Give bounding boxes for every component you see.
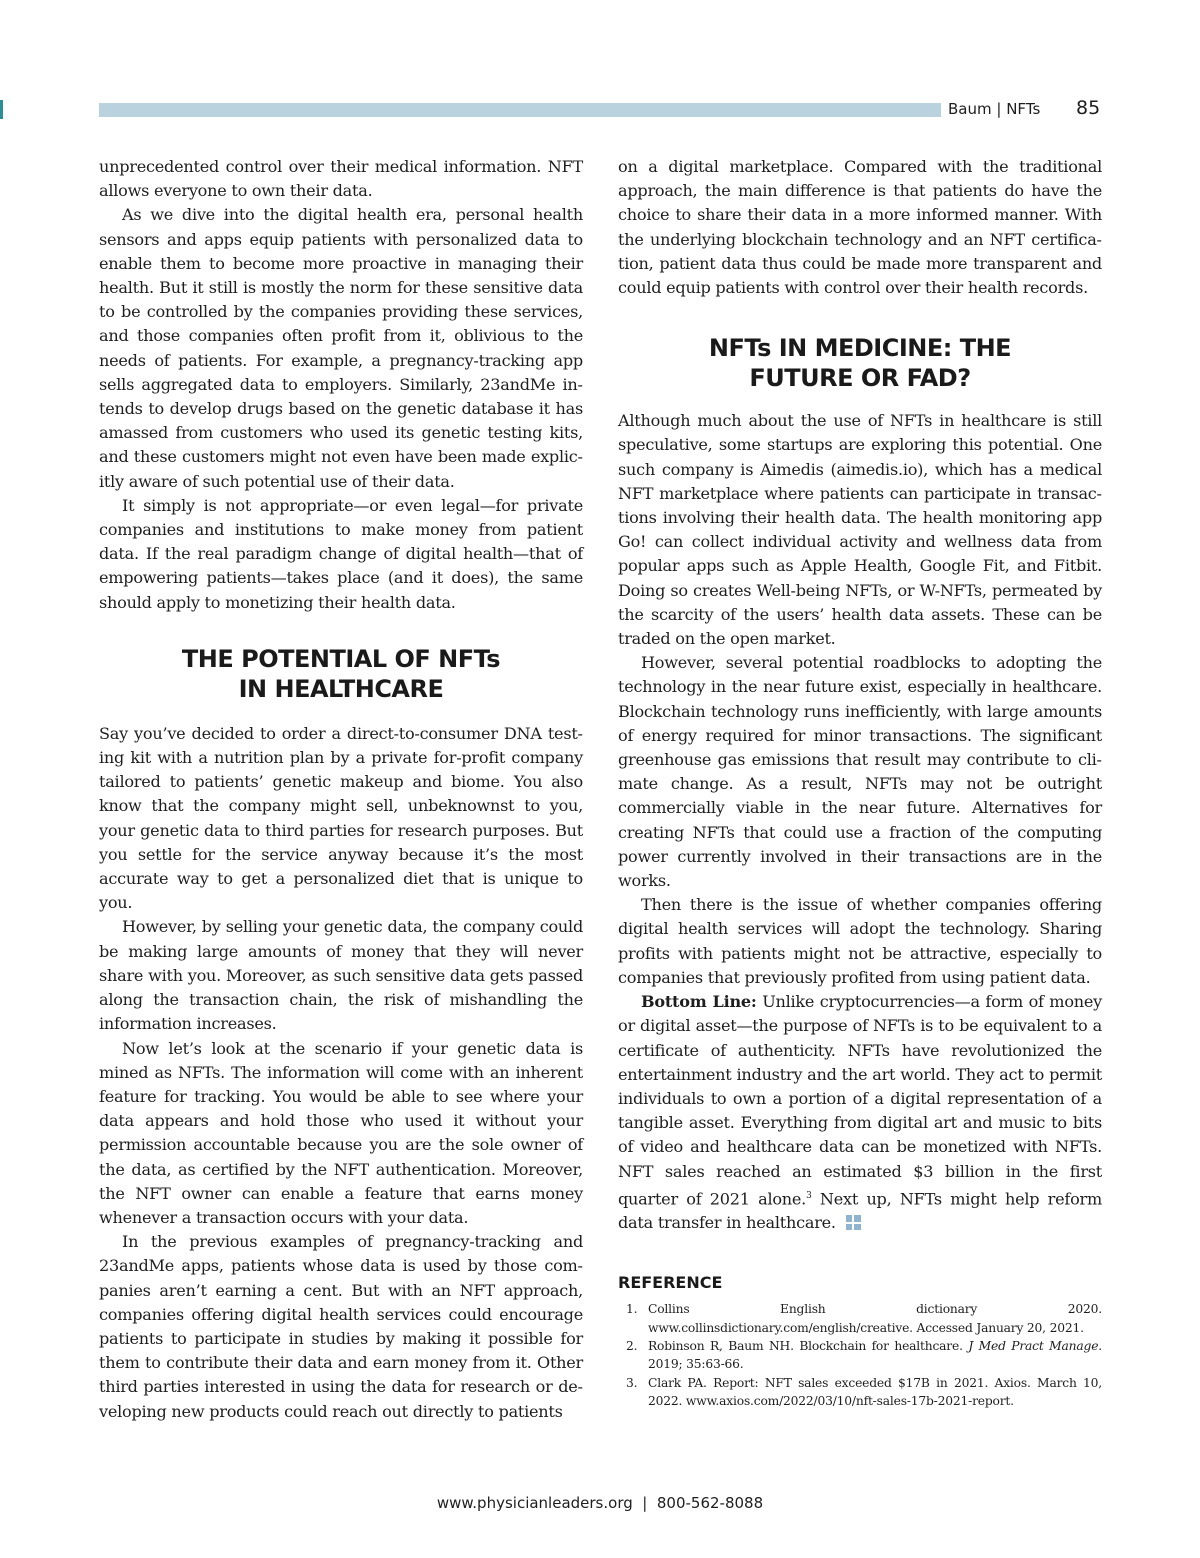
bottom-line-text: Unlike cryptocurrencies—a form of money or digital asset—the purpose of NFTs is to be equivalent to a certificate of authenticity. NFTs have revolutionized the entertainment industry and the art world. They act to permit individuals to own a portion of a digital representation of a tangible asset. Everything from digital art and music to bits of video and healthcare data can be monetized with NFTs. NFT sales reached an estimated $3 billion in the first quarter of 2021 alone. (618, 992, 1102, 1209)
reference-text: Collins English dictionary 2020. www.collinsdictionary.com/english/creative. Accessed January 20, 2021. (648, 1302, 1102, 1335)
paragraph: It simply is not appropriate—or even legal—for private companies and institutions to make money from patient data. If the real paradigm change of digital health—that of empowering patients—takes place (and it does), the same should apply to monetizing their health data. (99, 495, 583, 612)
reference-text: Robinson R, Baum NH. Blockchain for healthcare. (648, 1339, 969, 1354)
heading-line: NFTs IN MEDICINE: THE (708, 334, 1012, 363)
reference-text: 2019; 35:63-66. (648, 1357, 744, 1372)
reference-item (618, 1337, 1102, 1374)
left-column (99, 155, 583, 1424)
paragraph: However, by selling your genetic data, the company could be making large amounts of money that they will never share with you. Moreover, as such sensitive data gets passed along the transaction chain, the risk of mishandling the information increases. (99, 917, 583, 1034)
paragraph: Then there is the issue of whether companies offering digital health services will adopt the technology. Sharing profits with patients might not be attractive, especially to companies that previously profited from using patient data. (618, 895, 1102, 987)
paragraph: In the previous examples of pregnancy-tracking and 23andMe apps, patients whose data is used by those companies aren’t earning a cent. But with an NFT approach, companies offering digital health services could encourage patients to participate in studies by making it possible for them to contribute their data and earn money from it. Other third parties interested in using the data for research or developing new products could reach out directly to patients (99, 1232, 583, 1421)
reference-item (618, 1374, 1102, 1411)
reference-item (618, 1300, 1102, 1337)
end-of-article-squares-icon (846, 1215, 861, 1230)
reference-text: Clark PA. Report: NFT sales exceeded $17B in 2021. Axios. March 10, 2022. www.axios.com/2022/03/10/nft-sales-17b-2021-report. (648, 1375, 1102, 1408)
paragraph: As we dive into the digital health era, personal health sensors and apps equip patients with personalized data to enable them to become more proactive in managing their health. But it still is mostly the norm for these sensitive data to be controlled by the companies providing these services, and those companies often profit from it, oblivious to the needs of patients. For example, a pregnancy-tracking app sells aggregated data to employers. Similarly, 23andMe intends to develop drugs based on the genetic database it has amassed from customers who used its genetic testing kits, and these customers might not even have been made explicitly aware of such potential use of their data. (99, 205, 583, 491)
footnote-ref: 3 (806, 1190, 812, 1201)
paragraph: Now let’s look at the scenario if your genetic data is mined as NFTs. The information will come with an inherent feature for tracking. You would be able to see where your data appears and hold those who used it without your permission accountable because you are the sole owner of the data, as certified by the NFT authentication. Moreover, the NFT owner can enable a feature that earns money whenever a transaction occurs with your data. (99, 1038, 583, 1227)
bottom-line-text-end: Next up, NFTs might help reform data transfer in healthcare. (618, 1189, 1102, 1233)
heading-line: IN HEALTHCARE (238, 674, 444, 703)
paragraph: unprecedented control over their medical information. NFT allows everyone to own their data. (99, 157, 583, 201)
reference-list (618, 1300, 1102, 1410)
section-heading-medicine (618, 333, 1102, 393)
paragraph: However, several potential roadblocks to adopting the technology in the near future exist, especially in healthcare. Blockchain technology runs inefficiently, with large amounts of energy required for minor transactions. The significant greenhouse gas emissions that result may contribute to climate change. As a result, NFTs may not be outright commercially viable in the near future. Alternatives for creating NFTs that could use a fraction of the computing power currently involved in their transactions are in the works. (618, 653, 1102, 891)
bottom-line-label: Bottom Line: (641, 992, 757, 1012)
references-heading: REFERENCE (618, 1273, 723, 1293)
paragraph: Although much about the use of NFTs in healthcare is still speculative, some startups are exploring this potential. One such company is Aimedis (aimedis.io), which has a medical NFT marketplace where patients can participate in transactions involving their health data. The health monitoring app Go! can collect individual activity and wellness data from popular apps such as Apple Health, Google Fit, and Fitbit. Doing so creates Well-being NFTs, or W-NFTs, permeated by the scarcity of the users’ health data assets. These can be traded on the open market. (618, 411, 1102, 649)
reference-journal: J Med Pract Manage. (968, 1339, 1102, 1354)
heading-line: FUTURE OR FAD? (749, 364, 971, 393)
section-heading-potential (99, 644, 583, 704)
reference-number: 3. (626, 1375, 638, 1390)
paragraph: Say you’ve decided to order a direct-to-consumer DNA testing kit with a nutrition plan by a private for-profit company tailored to patients’ genetic makeup and biome. You also know that the company might sell, unbeknownst to you, your genetic data to third parties for research purposes. But you settle for the service anyway because it’s the most accurate way to get a personalized diet that is unique to you. (99, 723, 583, 913)
page-number: 85 (1076, 97, 1101, 119)
reference-number: 2. (626, 1339, 638, 1354)
reference-number: 1. (626, 1302, 638, 1317)
heading-line: THE POTENTIAL OF NFTs (181, 644, 501, 673)
bottom-line-paragraph (618, 990, 1102, 1235)
footer-contact: www.physicianleaders.org | 800-562-8088 (436, 1494, 764, 1512)
right-column (618, 155, 1102, 1410)
header-bar (99, 103, 941, 117)
page-edge-mark (0, 100, 3, 119)
paragraph: on a digital marketplace. Compared with the traditional approach, the main difference is that patients do have the choice to share their data in a more informed manner. With the underlying blockchain technology and an NFT certification, patient data thus could be made more transparent and could equip patients with control over their health records. (618, 157, 1102, 298)
running-title: Baum | NFTs (948, 100, 1041, 118)
